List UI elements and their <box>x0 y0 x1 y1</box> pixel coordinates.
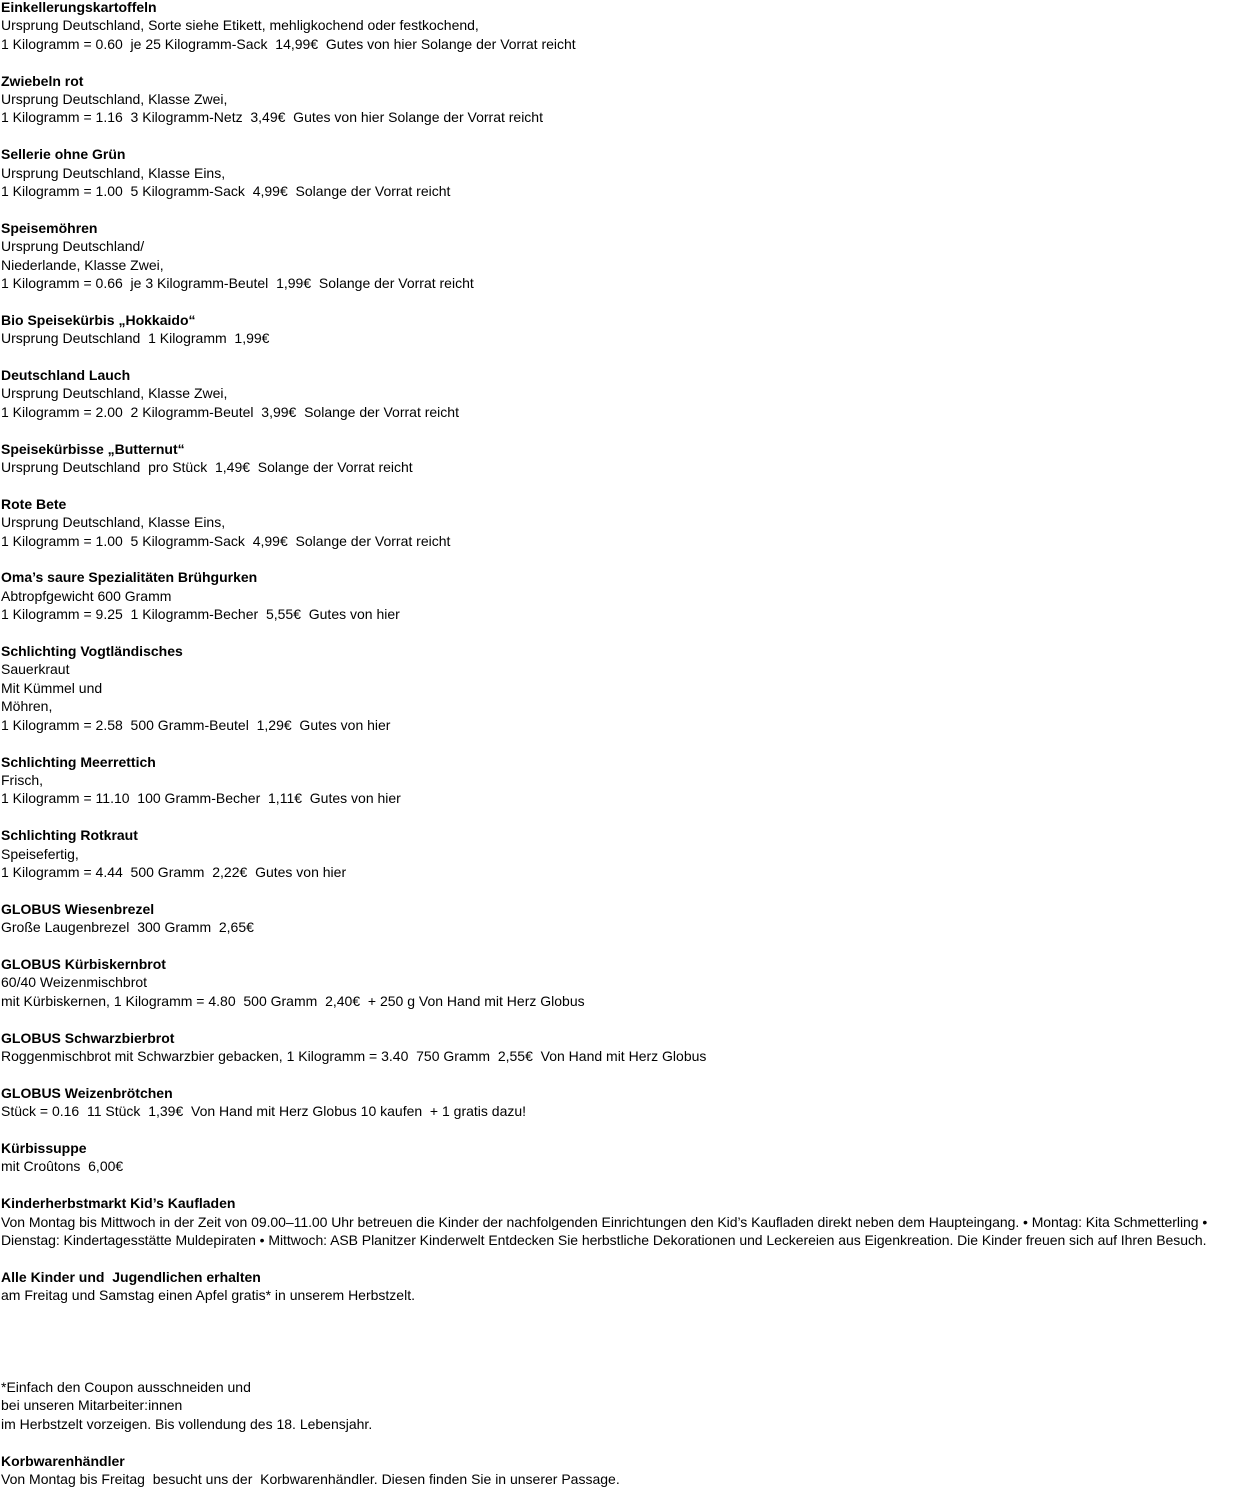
kids-market-text: Von Montag bis Mittwoch in der Zeit von 09.00–11.00 Uhr betreuen die Kinder der nachfolgenden Einrichtungen den Kid’s Kaufladen direkt neben dem Haupteingang. • Montag: Kita Schmetterling • Dienstag: Kindertagesstätte Muldepiraten • Mittwoch: ASB Planitzer Kinderwelt Entdecken Sie herbstliche Dekorationen und Leckereien aus Eigenkreation. Die Kinder freuen sich auf Ihren Besuch. <box>1 1213 1208 1248</box>
coupon-note-section <box>1 1378 1249 1433</box>
apple-offer-line: am Freitag und Samstag einen Apfel gratis* in unserem Herbstzelt. <box>1 1287 415 1304</box>
apple-offer-section <box>1 1268 1249 1305</box>
product-entry <box>1 440 1249 477</box>
apple-offer-title: Alle Kinder und Jugendlichen erhalten <box>1 1268 261 1285</box>
product-entry <box>1 145 1249 200</box>
product-detail-line: Frisch, <box>1 771 43 788</box>
product-title: Sellerie ohne Grün <box>1 146 126 163</box>
product-detail-line: Ursprung Deutschland, Klasse Eins, <box>1 164 226 181</box>
product-detail-line: 1 Kilogramm = 0.66 je 3 Kilogramm-Beutel 1,99€ Solange der Vorrat reicht <box>1 275 474 292</box>
product-title: Kürbissuppe <box>1 1139 87 1156</box>
product-detail-line: mit Croûtons 6,00€ <box>1 1158 124 1175</box>
product-detail-line: Roggenmischbrot mit Schwarzbier gebacken, 1 Kilogramm = 3.40 750 Gramm 2,55€ Von Hand mit Herz Globus <box>1 1047 707 1064</box>
product-detail-line: Sauerkraut <box>1 661 70 678</box>
basket-dealer-section <box>1 1452 1249 1489</box>
product-title: GLOBUS Kürbiskernbrot <box>1 955 166 972</box>
product-entry <box>1 1084 1249 1121</box>
product-entry <box>1 1029 1249 1066</box>
product-detail-line: Abtropfgewicht 600 Gramm <box>1 587 172 604</box>
product-detail-line: Möhren, <box>1 698 53 715</box>
product-detail-line: Stück = 0.16 11 Stück 1,39€ Von Hand mit Herz Globus 10 kaufen + 1 gratis dazu! <box>1 1103 527 1120</box>
product-detail-line: Niederlande, Klasse Zwei, <box>1 256 164 273</box>
product-detail-line: 1 Kilogramm = 1.00 5 Kilogramm-Sack 4,99€ Solange der Vorrat reicht <box>1 183 451 200</box>
spacer <box>1 1323 1249 1378</box>
product-detail-line: 1 Kilogramm = 9.25 1 Kilogramm-Becher 5,55€ Gutes von hier <box>1 606 400 623</box>
coupon-note-line: *Einfach den Coupon ausschneiden und <box>1 1378 251 1395</box>
product-detail-line: Ursprung Deutschland 1 Kilogramm 1,99€ <box>1 330 270 347</box>
product-entry <box>1 366 1249 421</box>
product-detail-line: Speisefertig, <box>1 845 79 862</box>
product-entry <box>1 826 1249 881</box>
product-title: Deutschland Lauch <box>1 367 131 384</box>
product-title: Speisekürbisse „Butternut“ <box>1 440 185 457</box>
product-title: Bio Speisekürbis „Hokkaido“ <box>1 311 196 328</box>
product-entry <box>1 495 1249 550</box>
product-list <box>1 0 1249 1176</box>
product-title: Schlichting Rotkraut <box>1 827 138 844</box>
product-title: GLOBUS Schwarzbierbrot <box>1 1029 175 1046</box>
product-entry <box>1 311 1249 348</box>
product-detail-line: 60/40 Weizenmischbrot <box>1 974 148 991</box>
product-title: Schlichting Meerrettich <box>1 753 156 770</box>
product-entry <box>1 0 1249 53</box>
product-entry <box>1 753 1249 808</box>
product-entry <box>1 72 1249 127</box>
product-detail-line: Ursprung Deutschland, Klasse Zwei, <box>1 91 228 108</box>
document <box>1 0 1249 1507</box>
product-detail-line: Mit Kümmel und <box>1 679 103 696</box>
product-title: Schlichting Vogtländisches <box>1 643 183 660</box>
product-title: Einkellerungskartoffeln <box>1 0 157 15</box>
product-entry <box>1 900 1249 937</box>
product-entry <box>1 955 1249 1010</box>
product-entry <box>1 1139 1249 1176</box>
product-detail-line: Ursprung Deutschland/ <box>1 238 145 255</box>
kids-market-title: Kinderherbstmarkt Kid’s Kaufladen <box>1 1195 236 1212</box>
product-detail-line: 1 Kilogramm = 11.10 100 Gramm-Becher 1,11€ Gutes von hier <box>1 790 401 807</box>
product-title: Zwiebeln rot <box>1 72 84 89</box>
product-title: Oma’s saure Spezialitäten Brühgurken <box>1 569 258 586</box>
kids-market-section <box>1 1194 1249 1249</box>
product-detail-line: Ursprung Deutschland pro Stück 1,49€ Solange der Vorrat reicht <box>1 459 413 476</box>
product-detail-line: 1 Kilogramm = 0.60 je 25 Kilogramm-Sack 14,99€ Gutes von hier Solange der Vorrat reicht <box>1 35 576 52</box>
product-detail-line: Ursprung Deutschland, Sorte siehe Etikett, mehligkochend oder festkochend, <box>1 17 479 34</box>
product-detail-line: 1 Kilogramm = 4.44 500 Gramm 2,22€ Gutes von hier <box>1 863 347 880</box>
product-entry <box>1 642 1249 734</box>
product-title: Rote Bete <box>1 495 67 512</box>
coupon-note-line: bei unseren Mitarbeiter:innen <box>1 1397 183 1414</box>
basket-dealer-title: Korbwarenhändler <box>1 1452 125 1469</box>
product-title: Speisemöhren <box>1 219 98 236</box>
product-detail-line: mit Kürbiskernen, 1 Kilogramm = 4.80 500 Gramm 2,40€ + 250 g Von Hand mit Herz Globus <box>1 992 585 1009</box>
product-detail-line: 1 Kilogramm = 2.00 2 Kilogramm-Beutel 3,99€ Solange der Vorrat reicht <box>1 403 459 420</box>
product-title: GLOBUS Wiesenbrezel <box>1 900 155 917</box>
product-detail-line: 1 Kilogramm = 1.00 5 Kilogramm-Sack 4,99€ Solange der Vorrat reicht <box>1 532 451 549</box>
product-entry <box>1 219 1249 293</box>
product-detail-line: Große Laugenbrezel 300 Gramm 2,65€ <box>1 919 254 936</box>
product-detail-line: 1 Kilogramm = 2.58 500 Gramm-Beutel 1,29€ Gutes von hier <box>1 716 391 733</box>
product-detail-line: 1 Kilogramm = 1.16 3 Kilogramm-Netz 3,49€ Gutes von hier Solange der Vorrat reicht <box>1 109 543 126</box>
product-title: GLOBUS Weizenbrötchen <box>1 1084 173 1101</box>
product-entry <box>1 568 1249 623</box>
product-detail-line: Ursprung Deutschland, Klasse Zwei, <box>1 385 228 402</box>
basket-dealer-line: Von Montag bis Freitag besucht uns der Korbwarenhändler. Diesen finden Sie in unserer Passage. <box>1 1470 620 1487</box>
product-detail-line: Ursprung Deutschland, Klasse Eins, <box>1 514 226 531</box>
coupon-note-line: im Herbstzelt vorzeigen. Bis vollendung des 18. Lebensjahr. <box>1 1415 373 1432</box>
